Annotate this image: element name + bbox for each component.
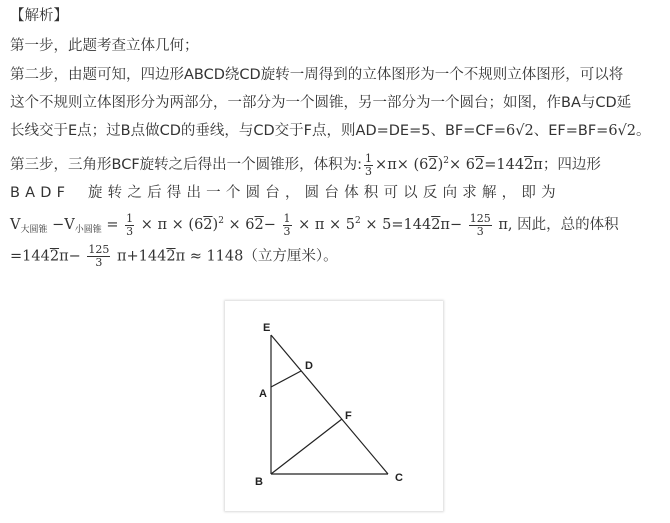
frac-num-125: 125	[469, 211, 491, 225]
label-F: F	[345, 410, 352, 422]
expr1: =	[101, 217, 124, 233]
frac-num: 1	[365, 151, 373, 165]
fraction-one-third	[364, 153, 373, 178]
step3-line1-f: π；四边形	[533, 157, 601, 173]
ef-bf-value: 6√2	[608, 123, 637, 139]
segment-AD	[271, 371, 301, 387]
step1-text: 第一步，此题考查立体几何；	[10, 38, 199, 54]
step3-line1	[10, 151, 601, 178]
step3-line1-a: 第三步，三角形BCF旋转之后得出一个圆锥形，体积为:	[10, 157, 363, 173]
fraction-one-third	[283, 213, 292, 238]
expr2: × π × (6	[136, 217, 204, 233]
label-C: C	[395, 472, 403, 484]
sqrt-2: 2	[49, 248, 60, 265]
bf-cf-value: 6√2	[506, 123, 534, 139]
sqrt-2: 2	[203, 217, 213, 233]
expr9: π, 因此，总的体积	[493, 217, 619, 233]
fraction-125-thirds	[87, 244, 110, 269]
v-big-sub: 大圆锥	[20, 225, 48, 235]
expr7: × 5=144	[360, 217, 432, 233]
step2-line1: 第二步，由题可知，四边形ABCD绕CD旋转一周得到的立体图形为一个不规则立体图形，可以将	[10, 67, 624, 83]
step3-line1-b: ×π× (6	[375, 157, 429, 173]
label-B: B	[255, 476, 263, 488]
expr6: × π × 5	[293, 217, 356, 233]
step2-line3	[10, 121, 651, 141]
fraction-125-thirds	[469, 213, 492, 238]
line4-d: π ≈ 1148（立方厘米）。	[175, 248, 338, 265]
fraction-one-third	[125, 213, 134, 238]
label-E: E	[263, 322, 271, 334]
step3-line1-c: )	[437, 157, 444, 173]
segment-EC	[271, 335, 388, 474]
expr5: −	[263, 217, 281, 233]
step2-line2: 这个不规则立体图形分为两部分，一部分为一个圆锥，另一部分为一个圆台；如图，作BA与CD延	[10, 95, 632, 111]
step3-line2: BADF 旋转之后得出一个圆台，圆台体积可以反向求解，即为	[10, 185, 561, 201]
line4-a: =144	[10, 248, 50, 265]
expr4: × 6	[223, 217, 255, 233]
step2-line3-c: 。	[636, 123, 651, 139]
label-A: A	[259, 388, 267, 400]
geometry-diagram	[225, 301, 443, 511]
frac-num: 1	[126, 211, 134, 225]
exponent-2: 2	[218, 216, 224, 226]
expr8: π−	[440, 217, 467, 233]
sqrt-2: 2	[524, 157, 534, 173]
frac-den: 3	[476, 224, 484, 238]
line4-b: π−	[59, 248, 86, 265]
sqrt-2: 2	[254, 217, 264, 233]
step3-line4	[10, 244, 338, 269]
expr3: )	[212, 217, 219, 233]
v-small-sub: 小圆锥	[74, 225, 102, 235]
segment-BF	[271, 419, 342, 474]
exponent-2: 2	[443, 156, 450, 166]
line4-c: π+144	[112, 248, 167, 265]
step3-line1-d: × 6	[449, 157, 475, 173]
v-small: V	[64, 217, 75, 233]
step3-line1-e: =144	[484, 157, 525, 173]
frac-num: 1	[283, 211, 291, 225]
minus: −	[47, 217, 65, 233]
sqrt-2: 2	[431, 217, 441, 233]
header: 【解析】	[10, 8, 68, 24]
frac-den: 3	[95, 256, 103, 269]
step3-line3	[10, 211, 619, 240]
exponent-2: 2	[355, 216, 361, 226]
sqrt-2: 2	[166, 248, 176, 265]
frac-den: 3	[365, 164, 373, 178]
step2-line3-a: 长线交于E点；过B点做CD的垂线，与CD交于F点，则AD=DE=5、BF=CF=	[10, 123, 507, 139]
frac-den: 3	[126, 224, 134, 238]
frac-num-125: 125	[88, 243, 110, 256]
label-D: D	[305, 360, 313, 372]
step2-line3-b: 、EF=BF=	[533, 123, 609, 139]
geometry-figure	[225, 301, 443, 511]
sqrt-2: 2	[475, 157, 485, 173]
frac-den: 3	[283, 224, 291, 238]
sqrt-2: 2	[428, 157, 438, 173]
v-big: V	[10, 217, 21, 233]
